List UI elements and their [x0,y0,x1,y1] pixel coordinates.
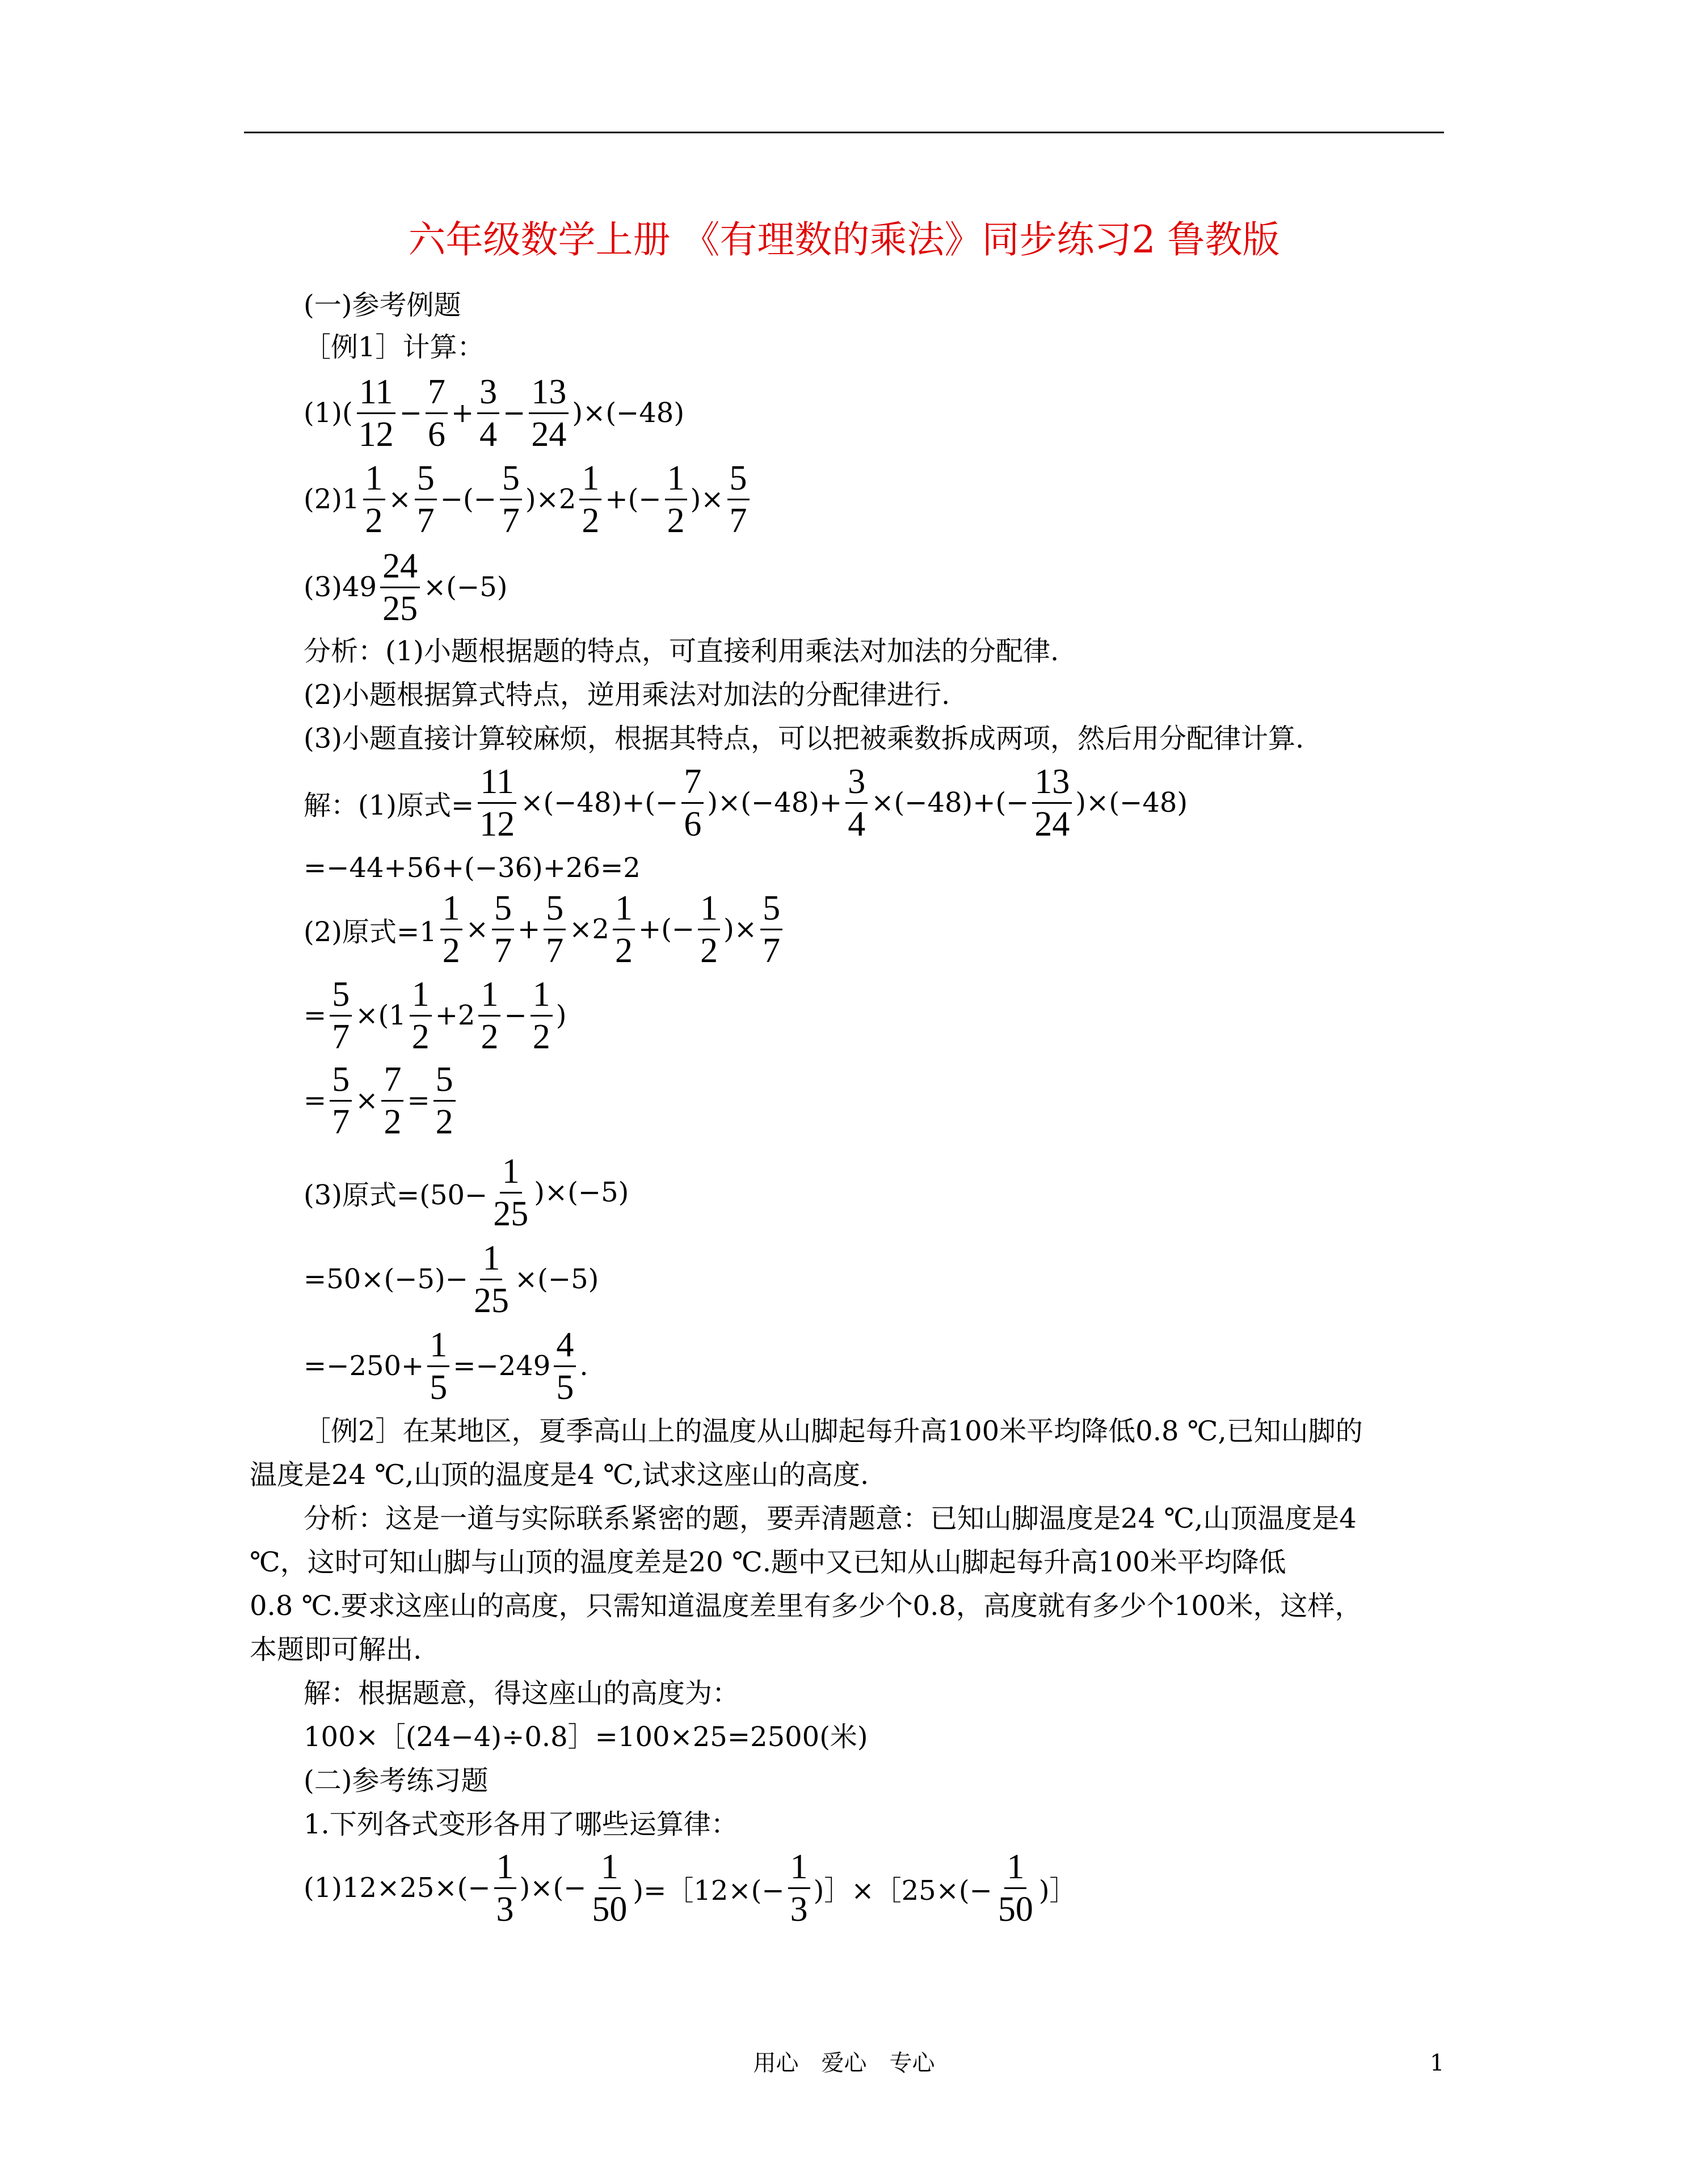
fraction-numerator: 1 [531,974,553,1017]
fraction-denominator: 50 [997,1890,1033,1929]
solution-3-step-3 [304,1315,588,1417]
fraction-denominator: 2 [435,1102,453,1141]
fraction-numerator: 7 [681,761,704,804]
fraction-denominator: 2 [582,501,600,540]
fraction [477,761,517,845]
math-text: )× [690,483,724,515]
fraction-numerator: 5 [544,888,566,930]
analysis-line-3: (3)小题直接计算较麻烦，根据其特点，可以把被乘数拆成两项，然后用分配律计算. [304,723,1304,754]
fraction-denominator: 6 [684,804,702,844]
fraction [845,761,868,845]
math-text: (1)12×25×(− [304,1872,491,1904]
fraction [427,1325,449,1408]
fraction-denominator: 50 [592,1890,628,1929]
page-title: 六年级数学上册 《有理数的乘法》同步练习2 鲁教版 [408,218,1280,262]
fraction [477,372,499,455]
math-text: =−249 [453,1350,551,1382]
fraction [613,888,635,971]
fraction-denominator: 2 [411,1017,430,1056]
fraction-numerator: 3 [845,761,868,804]
math-text: (2)1 [304,483,360,515]
math-text: )× [723,913,757,945]
fraction-numerator: 7 [426,372,448,414]
fraction-denominator: 2 [442,931,460,970]
analysis-line-2: (2)小题根据算式特点，逆用乘法对加法的分配律进行. [304,679,950,711]
fraction-numerator: 5 [415,458,437,500]
math-text: ×(−5) [514,1263,599,1295]
fraction [426,372,448,455]
math-text: )］ [1038,1874,1077,1907]
example-2-analysis-4: 本题即可解出. [250,1634,422,1666]
fraction-denominator: 7 [546,931,564,970]
math-text: )×(−48) [1075,787,1188,819]
math-text: =−250+ [304,1350,424,1382]
math-text: (2)原式=1 [304,916,437,948]
math-text: )×(−48) [572,397,685,429]
fraction-numerator: 1 [613,888,635,930]
math-text: − [503,397,526,429]
fraction-numerator: 11 [357,372,395,414]
math-text: )］×［25×(− [813,1874,992,1907]
fraction [472,1238,511,1321]
fraction-denominator: 12 [479,804,515,844]
fraction-denominator: 7 [729,501,747,540]
math-text: = [304,1000,327,1031]
fraction-denominator: 3 [496,1890,514,1929]
fraction [529,372,569,455]
math-text: )×2 [525,483,576,515]
math-text: + [451,397,474,429]
fraction [681,761,704,845]
fraction-denominator: 2 [365,501,383,540]
math-text: + [517,913,541,945]
fraction-numerator: 1 [698,888,720,930]
fraction-denominator: 24 [1034,804,1070,844]
exercise-1-item-1 [304,1837,1077,1939]
fraction [330,974,352,1057]
fraction-numerator: 5 [500,458,522,500]
fraction-numerator: 1 [788,1846,810,1889]
fraction-denominator: 7 [502,501,520,540]
fraction-denominator: 5 [556,1368,574,1407]
fraction-numerator: 13 [1032,761,1072,804]
exercise-1-heading: 1.下列各式变形各用了哪些运算律： [304,1808,738,1840]
fraction [380,546,420,629]
fraction-numerator: 1 [579,458,601,500]
fraction [760,888,782,971]
fraction-denominator: 3 [790,1890,808,1929]
fraction-numerator: 1 [480,1238,502,1280]
fraction-denominator: 4 [848,804,866,844]
fraction-denominator: 2 [667,501,685,540]
fraction [665,458,687,541]
math-text: 解：(1)原式= [304,789,474,821]
math-text: =50×(−5)− [304,1263,468,1295]
page-footer: 用心 爱心 专心 [753,2050,935,2076]
example-2-line-2: 温度是24 ℃,山顶的温度是4 ℃,试求这座山的高度. [250,1459,869,1491]
fraction-numerator: 5 [330,974,352,1017]
analysis-line-1: 分析：(1)小题根据题的特点，可直接利用乘法对加法的分配律. [304,635,1059,667]
math-text: +(− [605,483,662,515]
fraction-numerator: 1 [478,974,500,1017]
fraction [788,1846,810,1930]
fraction [491,1151,531,1234]
solution-2-step-3 [304,1049,459,1152]
fraction [554,1325,576,1408]
fraction-numerator: 1 [427,1325,449,1367]
fraction-numerator: 5 [760,888,782,930]
fraction-numerator: 1 [599,1846,621,1889]
math-text: − [399,397,422,429]
fraction-denominator: 25 [382,589,418,628]
section-heading-1: (一)参考例题 [304,289,461,321]
example-2-analysis-2: ℃，这时可知山脚与山顶的温度差是20 ℃.题中又已知从山脚起每升高100米平均降低 [250,1546,1286,1578]
fraction [698,888,720,971]
math-text: = [407,1085,430,1116]
math-text: +(− [638,913,695,945]
math-text: × [465,913,489,945]
math-text: ×(−48)+(− [871,787,1029,819]
header-rule [244,132,1444,133]
math-text: ×(−48)+(− [520,787,679,819]
page-number: 1 [1430,2050,1445,2076]
math-text: . [579,1350,588,1382]
example-2-solution-1: 解：根据题意，得这座山的高度为： [304,1677,740,1709]
math-text: (1)( [304,397,353,429]
example-1-problem-2 [304,448,753,550]
fraction-numerator: 5 [727,458,750,500]
fraction [531,974,553,1057]
math-text: ×(−5) [423,571,508,603]
fraction [440,888,462,971]
fraction [500,458,522,541]
fraction-denominator: 5 [430,1368,448,1407]
math-text: (3)49 [304,571,377,603]
fraction-denominator: 7 [332,1017,350,1056]
math-text: − [504,1000,527,1031]
fraction [544,888,566,971]
section-heading-2: (二)参考练习题 [304,1765,489,1797]
fraction-numerator: 1 [410,974,432,1017]
example-2-line-1: ［例2］在某地区，夏季高山上的温度从山脚起每升高100米平均降低0.8 ℃,已知山脚的 [304,1415,1363,1447]
fraction-denominator: 2 [481,1017,499,1056]
example-2-analysis-3: 0.8 ℃.要求这座山的高度，只需知道温度差里有多少个0.8，高度就有多少个100米，这样， [250,1590,1362,1622]
fraction [363,458,385,541]
fraction-denominator: 7 [332,1102,350,1141]
fraction-numerator: 5 [433,1059,456,1102]
math-text: × [388,483,411,515]
fraction-numerator: 13 [529,372,569,414]
fraction-numerator: 1 [500,1151,522,1194]
fraction [727,458,750,541]
fraction-denominator: 12 [358,415,394,454]
solution-1-result: =−44+56+(−36)+26=2 [304,852,641,884]
fraction [410,974,432,1057]
fraction-numerator: 1 [494,1846,516,1889]
fraction [996,1846,1035,1930]
fraction-denominator: 7 [763,931,781,970]
fraction-denominator: 25 [473,1281,509,1320]
math-text: +2 [435,1000,475,1031]
math-text: )×(− [519,1872,587,1904]
fraction-numerator: 5 [492,888,514,930]
fraction [330,1059,352,1142]
fraction-denominator: 7 [416,501,435,540]
fraction-denominator: 6 [427,415,445,454]
solution-1 [304,752,1188,854]
example-1-problem-3 [304,536,508,638]
math-text: (3)原式=(50− [304,1179,488,1211]
fraction-numerator: 1 [363,458,385,500]
fraction [433,1059,456,1142]
math-text: )×(−5) [534,1177,629,1208]
fraction-denominator: 7 [494,931,512,970]
math-text: ×2 [569,913,609,945]
fraction-denominator: 2 [614,931,633,970]
math-text: ×(1 [355,1000,406,1031]
example-1-heading: ［例1］计算： [304,331,485,363]
fraction-denominator: 24 [531,415,567,454]
fraction [579,458,601,541]
fraction-denominator: 2 [700,931,718,970]
math-text: = [304,1085,327,1116]
fraction-numerator: 11 [478,761,516,804]
fraction-numerator: 1 [1004,1846,1026,1889]
fraction [590,1846,629,1930]
math-text: )×(−48)+ [707,787,843,819]
fraction-numerator: 7 [381,1059,403,1102]
fraction-numerator: 3 [477,372,499,414]
math-text: −(− [440,483,496,515]
math-text: )=［12×(− [633,1874,785,1907]
fraction-denominator: 4 [479,415,498,454]
fraction-numerator: 24 [380,546,420,588]
fraction [356,372,396,455]
fraction [492,888,514,971]
fraction [415,458,437,541]
fraction-numerator: 1 [665,458,687,500]
fraction [478,974,500,1057]
fraction-denominator: 2 [384,1102,402,1141]
fraction-numerator: 5 [330,1059,352,1102]
fraction [381,1059,403,1142]
example-2-solution-2: 100×［(24−4)÷0.8］=100×25=2500(米) [304,1721,868,1753]
math-text: × [355,1085,378,1116]
example-2-analysis-1: 分析：这是一道与实际联系紧密的题，要弄清题意：已知山脚温度是24 ℃,山顶温度是4 [304,1503,1357,1534]
fraction-numerator: 4 [554,1325,576,1367]
fraction-denominator: 25 [493,1194,529,1233]
fraction [494,1846,516,1930]
math-text: ) [555,1000,567,1031]
fraction-denominator: 2 [532,1017,550,1056]
fraction [1032,761,1072,845]
fraction-numerator: 1 [440,888,462,930]
